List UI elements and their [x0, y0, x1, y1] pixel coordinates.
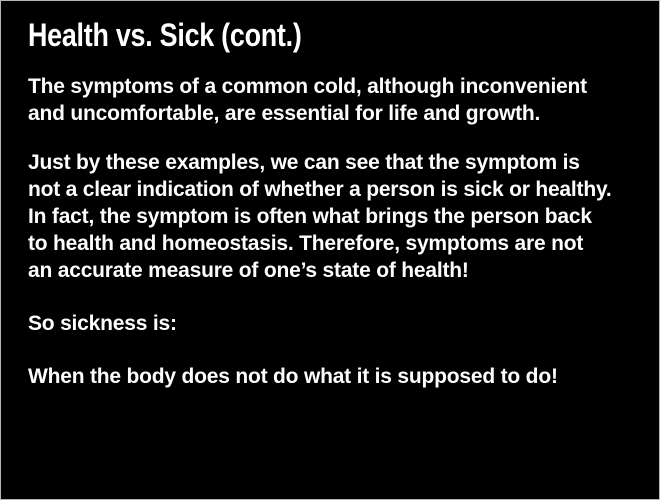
text-line: In fact, the symptom is often what brings the person back: [28, 205, 592, 228]
text-line: When the body does not do what it is supposed to do!: [28, 365, 558, 388]
text-line: and uncomfortable, are essential for life and growth.: [28, 102, 541, 125]
paragraph-sickness-definition: [28, 363, 649, 390]
text-line: Just by these examples, we can see that the symptom is: [28, 151, 580, 174]
text-line: So sickness is:: [28, 312, 177, 335]
text-line: an accurate measure of one’s state of health!: [28, 259, 469, 282]
slide-content: [1, 1, 659, 390]
text-line: not a clear indication of whether a person is sick or healthy.: [28, 178, 612, 201]
slide-title: Health vs. Sick (cont.): [28, 17, 302, 53]
paragraph-symptoms-cold: [28, 73, 649, 127]
text-line: The symptoms of a common cold, although inconvenient: [28, 75, 587, 98]
paragraph-so-sickness-is: [28, 310, 649, 337]
text-line: to health and homeostasis. Therefore, symptoms are not: [28, 232, 584, 255]
paragraph-symptom-indication: [28, 149, 649, 284]
